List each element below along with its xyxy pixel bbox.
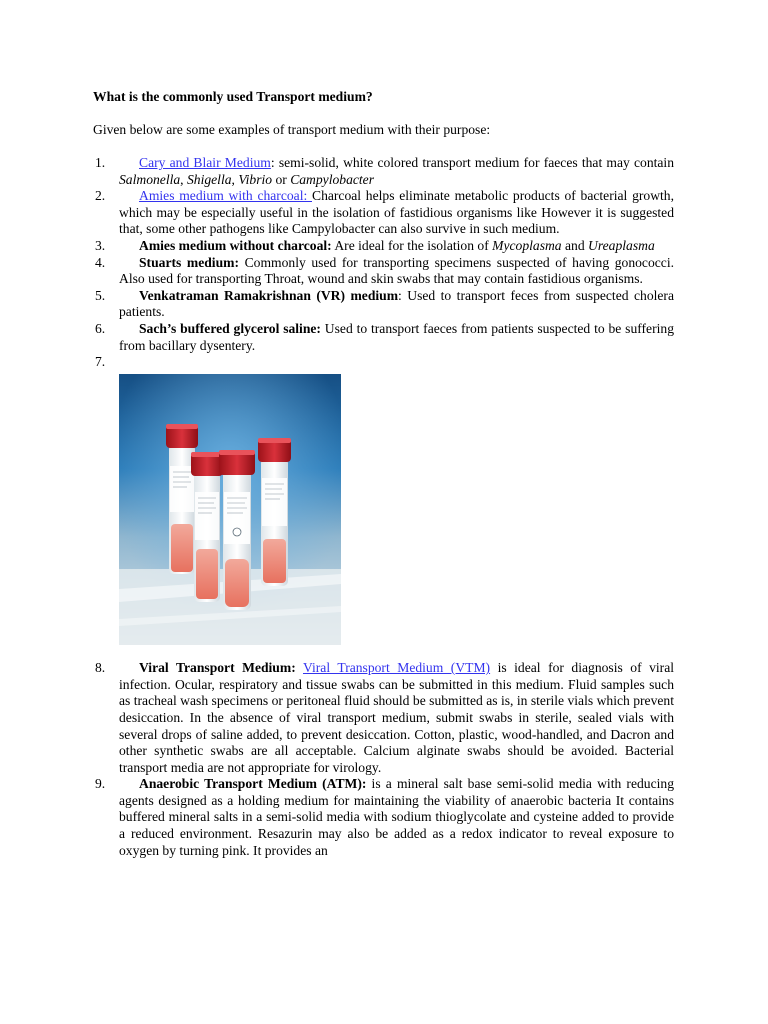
intro-text: Given below are some examples of transport medium with their purpose: xyxy=(93,122,491,137)
item-title: Venkatraman Ramakrishnan (VR) medium xyxy=(139,287,399,303)
item-title: Viral Transport Medium: xyxy=(139,660,296,676)
list-number: 5. xyxy=(95,287,106,303)
list-number: 7. xyxy=(95,354,106,370)
list-item: 6. Sach’s buffered glycerol saline: Used to transport faeces from patients suspected to be suffering from bacillary dysentery. xyxy=(95,320,674,353)
list-number: 1. xyxy=(95,155,106,170)
list-number: 2. xyxy=(95,188,106,204)
item-title: Sach’s buffered glycerol saline: xyxy=(139,320,321,336)
cary-blair-link[interactable]: Cary and Blair Medium xyxy=(139,155,271,170)
list-number: 8. xyxy=(95,660,106,676)
list-item xyxy=(93,354,674,660)
item-title: Amies medium without charcoal: xyxy=(139,237,332,253)
item-title: Stuarts medium: xyxy=(139,254,239,270)
list-item: 1. Cary and Blair Medium: semi-solid, white colored transport medium for faeces that may contain Salmonella, Shigella, Vibrio or Campylobacter xyxy=(95,155,675,187)
list-item: 4. Stuarts medium: Commonly used for transporting specimens suspected of having gonococci. Also used for transporting Throat, wound and skin swabs that may contain fastidious organisms. xyxy=(95,254,674,287)
page-heading: What is the commonly used Transport medium? xyxy=(93,89,373,104)
list-item: 9. Anaerobic Transport Medium (ATM): is a mineral salt base semi-solid media with reducing agents designed as a holding medium for maintaining the viability of anaerobic bacteria It contains buffered mineral salts in a semi-solid media with sodium thioglycolate and cysteine added to provide a reduced environment. Resazurin may also be added as a redox indicator to reveal exposure to oxygen by turning pink. It provides an xyxy=(95,776,674,858)
transport-tubes-photo xyxy=(119,374,341,645)
list-item: 5. Venkatraman Ramakrishnan (VR) medium: Used to transport feces from suspected cholera patients. xyxy=(95,287,674,320)
list-item: 8. Viral Transport Medium: Viral Transport Medium (VTM) is ideal for diagnosis of viral infection. Ocular, respiratory and tissue swabs can be submitted in this medium. Fluid samples such as tracheal wash specimens or peritoneal fluid should be submitted as is, in sterile vials which prevent desiccation. In the absence of viral transport medium, submit swabs in sterile, sealed vials with several drops of saline added, to prevent desiccation. Cotton, plastic, wood-handled, and Dacron and other synthetic swabs are all acceptable. Calcium alginate swabs should be avoided. Bacterial transport media are not appropriate for virology. xyxy=(95,660,675,775)
transport-media-list xyxy=(93,155,674,859)
list-number: 3. xyxy=(95,237,106,253)
list-item: 2. Amies medium with charcoal: Charcoal helps eliminate metabolic products of bacterial growth, which may be especially useful in the isolation of fastidious organisms like However it is suggested that, some other pathogens like Campylobacter can also survive in such medium. xyxy=(95,188,674,237)
list-number: 4. xyxy=(95,254,106,270)
amies-charcoal-link[interactable]: Amies medium with charcoal: xyxy=(139,188,312,204)
list-item: 3. Amies medium without charcoal: Are ideal for the isolation of Mycoplasma and Ureaplasma xyxy=(95,237,655,253)
vtm-link[interactable]: Viral Transport Medium (VTM) xyxy=(303,660,491,676)
list-number: 9. xyxy=(95,776,106,792)
list-number: 6. xyxy=(95,320,106,336)
item-title: Anaerobic Transport Medium (ATM): xyxy=(139,776,367,792)
